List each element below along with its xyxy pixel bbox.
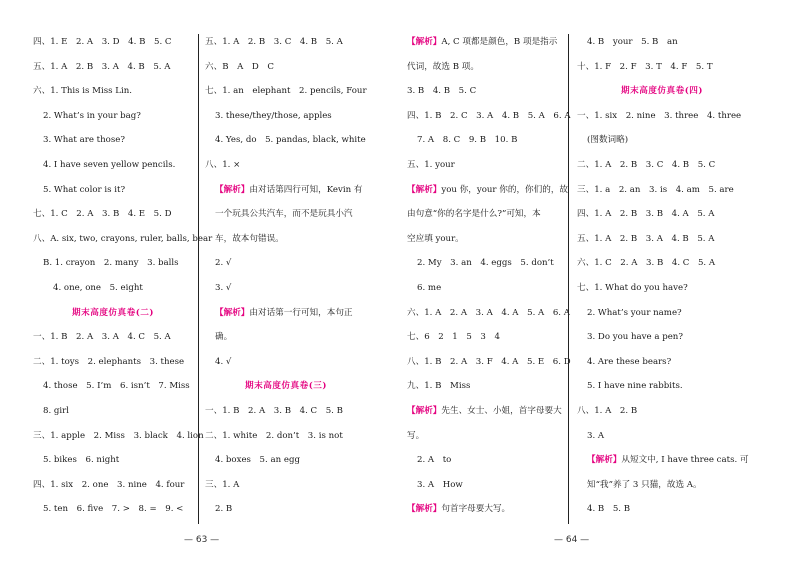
answer-line — [205, 448, 367, 473]
answer-line — [205, 104, 367, 129]
answer-text: 空应填 your。 — [407, 233, 464, 244]
answer-text: 六、1. A 2. A 3. A 4. A 5. A 6. A — [407, 307, 570, 318]
answer-text: 4. B 5. B — [587, 504, 631, 515]
answer-column-4 — [577, 30, 747, 522]
analysis-tag: 【解析】 — [407, 184, 442, 195]
answer-line — [407, 325, 562, 350]
answer-line — [407, 153, 562, 178]
analysis-tag: 【解析】 — [407, 37, 442, 47]
answer-line — [205, 153, 367, 178]
answer-line — [33, 153, 193, 178]
answer-text: 七、1. What do you have? — [577, 282, 688, 293]
answer-text: 四、1. E 2. A 3. D 4. B 5. C — [33, 37, 172, 47]
answer-text: 4. those 5. I’m 6. isn’t 7. Miss — [43, 381, 190, 392]
answer-line — [577, 325, 747, 350]
answer-text: 3. √ — [215, 282, 232, 293]
answer-line — [205, 251, 367, 276]
answer-line — [577, 350, 747, 375]
section-heading — [205, 374, 367, 399]
answer-text: 五、1. A 2. B 3. C 4. B 5. A — [205, 37, 343, 47]
answer-text: 8. girl — [43, 405, 70, 416]
answer-text: 一、1. B 2. A 3. B 4. C 5. B — [205, 405, 343, 416]
answer-line — [577, 128, 747, 153]
answer-line — [577, 55, 747, 80]
answer-text: 知“我”养了 3 只猫，故选 A。 — [587, 479, 702, 490]
answer-text: 四、1. A 2. B 3. B 4. A 5. A — [577, 209, 715, 220]
answer-line — [407, 30, 562, 55]
answer-line — [33, 374, 193, 399]
answer-text: 2. What’s your name? — [587, 307, 682, 318]
answer-line — [33, 30, 193, 55]
analysis-tag: 【解析】 — [215, 184, 250, 195]
answer-text: 4. one, one 5. eight — [53, 282, 143, 293]
column-divider — [198, 34, 199, 524]
answer-line — [407, 55, 562, 80]
answer-text: 7. A 8. C 9. B 10. B — [417, 135, 518, 146]
answer-line — [33, 325, 193, 350]
answer-text: 先生、女士、小姐，首字母要大 — [441, 405, 562, 416]
answer-line — [205, 178, 367, 203]
answer-line — [407, 301, 570, 326]
answer-text: 六、B A D C — [205, 61, 274, 72]
answer-line — [407, 128, 562, 153]
answer-text: 三、1. a 2. an 3. is 4. am 5. are — [577, 184, 734, 195]
answer-text: 由对话第四行可知，Kevin 有 — [249, 184, 363, 195]
answer-text: 由对话第一行可知，本句正 — [249, 307, 353, 318]
answer-line — [33, 128, 193, 153]
answer-text: 5. ten 6. five 7. > 8. = 9. < — [43, 504, 184, 515]
answer-text: 六、1. This is Miss Lin. — [33, 86, 132, 97]
answer-text: 3. Do you have a pen? — [587, 332, 683, 343]
answer-text: 2. √ — [215, 258, 232, 269]
answer-line — [33, 55, 193, 80]
answer-text: 二、1. white 2. don’t 3. is not — [205, 430, 343, 441]
answer-line — [407, 424, 562, 449]
answer-line — [33, 276, 193, 301]
answer-text: 六、1. C 2. A 3. B 4. C 5. A — [577, 258, 716, 269]
answer-text: 2. My 3. an 4. eggs 5. don’t — [417, 258, 554, 269]
answer-text: 4. I have seven yellow pencils. — [43, 159, 176, 170]
answer-line — [33, 448, 193, 473]
answer-line — [205, 497, 367, 522]
answer-line — [205, 128, 367, 153]
answer-text: 二、1. toys 2. elephants 3. these — [33, 356, 185, 367]
answer-text: 七、1. an elephant 2. pencils, Four — [205, 86, 367, 97]
answer-line — [577, 104, 747, 129]
answer-text: you 你，your 你的，你们的，故 — [441, 184, 569, 195]
answer-line — [577, 202, 747, 227]
answer-line — [33, 473, 193, 498]
answer-text: 句首字母要大写。 — [441, 504, 511, 515]
page-number-left: — 63 — — [184, 535, 220, 545]
answer-text: 4. Yes, do 5. pandas, black, white — [215, 135, 366, 146]
answer-line — [407, 276, 562, 301]
answer-line — [205, 350, 367, 375]
answer-text: 七、1. C 2. A 3. B 4. E 5. D — [33, 209, 172, 220]
answer-line — [33, 497, 193, 522]
answer-text: 4. √ — [215, 356, 232, 367]
answer-text: 期末高度仿真卷(四) — [621, 86, 703, 97]
answer-text: 3. these/they/those, apples — [215, 110, 332, 121]
section-heading — [33, 301, 193, 326]
answer-text: 八、1. A 2. B — [577, 405, 638, 416]
answer-line — [577, 448, 747, 473]
answer-text: 三、1. A — [205, 479, 240, 490]
answer-text: 代词，故选 B 项。 — [407, 61, 479, 72]
answer-text: 3. B 4. B 5. C — [407, 86, 477, 97]
answer-line — [205, 227, 367, 252]
answer-line — [33, 104, 193, 129]
answer-line — [577, 276, 747, 301]
answer-line — [205, 30, 367, 55]
answer-line — [33, 424, 204, 449]
answer-line — [407, 473, 562, 498]
answer-text: 2. B — [215, 504, 233, 515]
answer-text: 四、1. B 2. C 3. A 4. B 5. A 6. A — [407, 110, 571, 121]
answer-text: 五、1. your — [407, 159, 455, 170]
answer-text: 八、A. six, two, crayons, ruler, balls, bear — [33, 233, 213, 244]
analysis-tag: 【解析】 — [215, 307, 250, 318]
answer-text: 写。 — [407, 430, 425, 441]
answer-line — [407, 497, 562, 522]
answer-text: 2. What’s in your bag? — [43, 110, 141, 121]
answer-text: 由句意“你的名字是什么?”可知，本 — [407, 209, 541, 220]
answer-line — [407, 79, 562, 104]
analysis-tag: 【解析】 — [587, 455, 622, 466]
answer-text: 九、1. B Miss — [407, 381, 471, 392]
answer-text: 3. A — [587, 430, 605, 441]
answer-line — [33, 350, 193, 375]
answer-column-2 — [205, 30, 367, 522]
answer-line — [205, 325, 367, 350]
answer-line — [577, 227, 747, 252]
answer-text: 五、1. A 2. B 3. A 4. B 5. A — [33, 61, 171, 72]
answer-text: 一、1. six 2. nine 3. three 4. three — [577, 110, 742, 121]
answer-line — [33, 227, 213, 252]
answer-text: (图数词略) — [587, 135, 629, 146]
answer-text: 从短文中, I have three cats. 可 — [621, 455, 749, 466]
answer-column-1 — [33, 30, 213, 522]
answer-line — [33, 251, 193, 276]
column-divider — [568, 34, 569, 524]
answer-text: 6. me — [417, 282, 442, 293]
analysis-tag: 【解析】 — [407, 504, 442, 515]
answer-column-3 — [407, 30, 571, 522]
answer-text: 一、1. B 2. A 3. A 4. C 5. A — [33, 332, 171, 343]
answer-text: 五、1. A 2. B 3. A 4. B 5. A — [577, 233, 715, 244]
answer-text: 4. boxes 5. an egg — [215, 455, 300, 466]
answer-text: 确。 — [215, 332, 233, 343]
answer-text: 八、1. B 2. A 3. F 4. A 5. E 6. D — [407, 356, 571, 367]
answer-line — [205, 276, 367, 301]
answer-text: 车，故本句错误。 — [215, 233, 284, 244]
answer-text: 十、1. F 2. F 3. T 4. F 5. T — [577, 61, 713, 72]
answer-text: 七、6 2 1 5 3 4 — [407, 332, 500, 343]
answer-text: 期末高度仿真卷(二) — [72, 307, 154, 318]
answer-line — [577, 251, 747, 276]
section-heading — [577, 79, 747, 104]
answer-text: 4. Are these bears? — [587, 356, 672, 367]
answer-line — [205, 79, 367, 104]
answer-text: 一个玩具公共汽车，而不是玩具小汽 — [215, 209, 353, 220]
answer-text: 4. B your 5. B an — [587, 37, 678, 47]
answer-line — [577, 497, 747, 522]
answer-line — [407, 350, 571, 375]
answer-text: 2. A to — [417, 455, 452, 466]
answer-line — [407, 202, 562, 227]
answer-line — [577, 424, 747, 449]
answer-text: 四、1. six 2. one 3. nine 4. four — [33, 479, 185, 490]
answer-line — [407, 374, 562, 399]
answer-text: 3. A How — [417, 479, 463, 490]
answer-text: 期末高度仿真卷(三) — [245, 381, 327, 392]
answer-line — [577, 374, 747, 399]
answer-line — [205, 473, 367, 498]
answer-line — [407, 448, 562, 473]
answer-text: 5. I have nine rabbits. — [587, 381, 683, 392]
answer-text: 3. What are those? — [43, 135, 125, 146]
answer-text: 5. What color is it? — [43, 184, 126, 195]
answer-line — [33, 79, 193, 104]
answer-line — [407, 251, 562, 276]
answer-line — [577, 30, 747, 55]
page-number-right: — 64 — — [554, 535, 590, 545]
answer-line — [205, 55, 367, 80]
answer-text: B. 1. crayon 2. many 3. balls — [43, 258, 179, 269]
answer-line — [33, 399, 193, 424]
answer-line — [407, 399, 562, 424]
answer-line — [33, 202, 193, 227]
answer-line — [577, 153, 747, 178]
answer-text: 三、1. apple 2. Miss 3. black 4. lion — [33, 430, 204, 441]
answer-line — [407, 104, 571, 129]
answer-line — [205, 301, 367, 326]
answer-line — [205, 202, 367, 227]
analysis-tag: 【解析】 — [407, 405, 442, 416]
answer-line — [577, 399, 747, 424]
answer-text: A, C 项都是颜色，B 项是指示 — [441, 37, 558, 47]
answer-line — [407, 178, 569, 203]
answer-line — [577, 178, 747, 203]
answer-line — [577, 473, 747, 498]
answer-line — [205, 424, 367, 449]
answer-text: 八、1. × — [205, 159, 241, 170]
answer-text: 二、1. A 2. B 3. C 4. B 5. C — [577, 159, 716, 170]
answer-line — [205, 399, 367, 424]
answer-line — [33, 178, 193, 203]
answer-line — [407, 227, 562, 252]
answer-text: 5. bikes 6. night — [43, 455, 120, 466]
answer-line — [577, 301, 747, 326]
